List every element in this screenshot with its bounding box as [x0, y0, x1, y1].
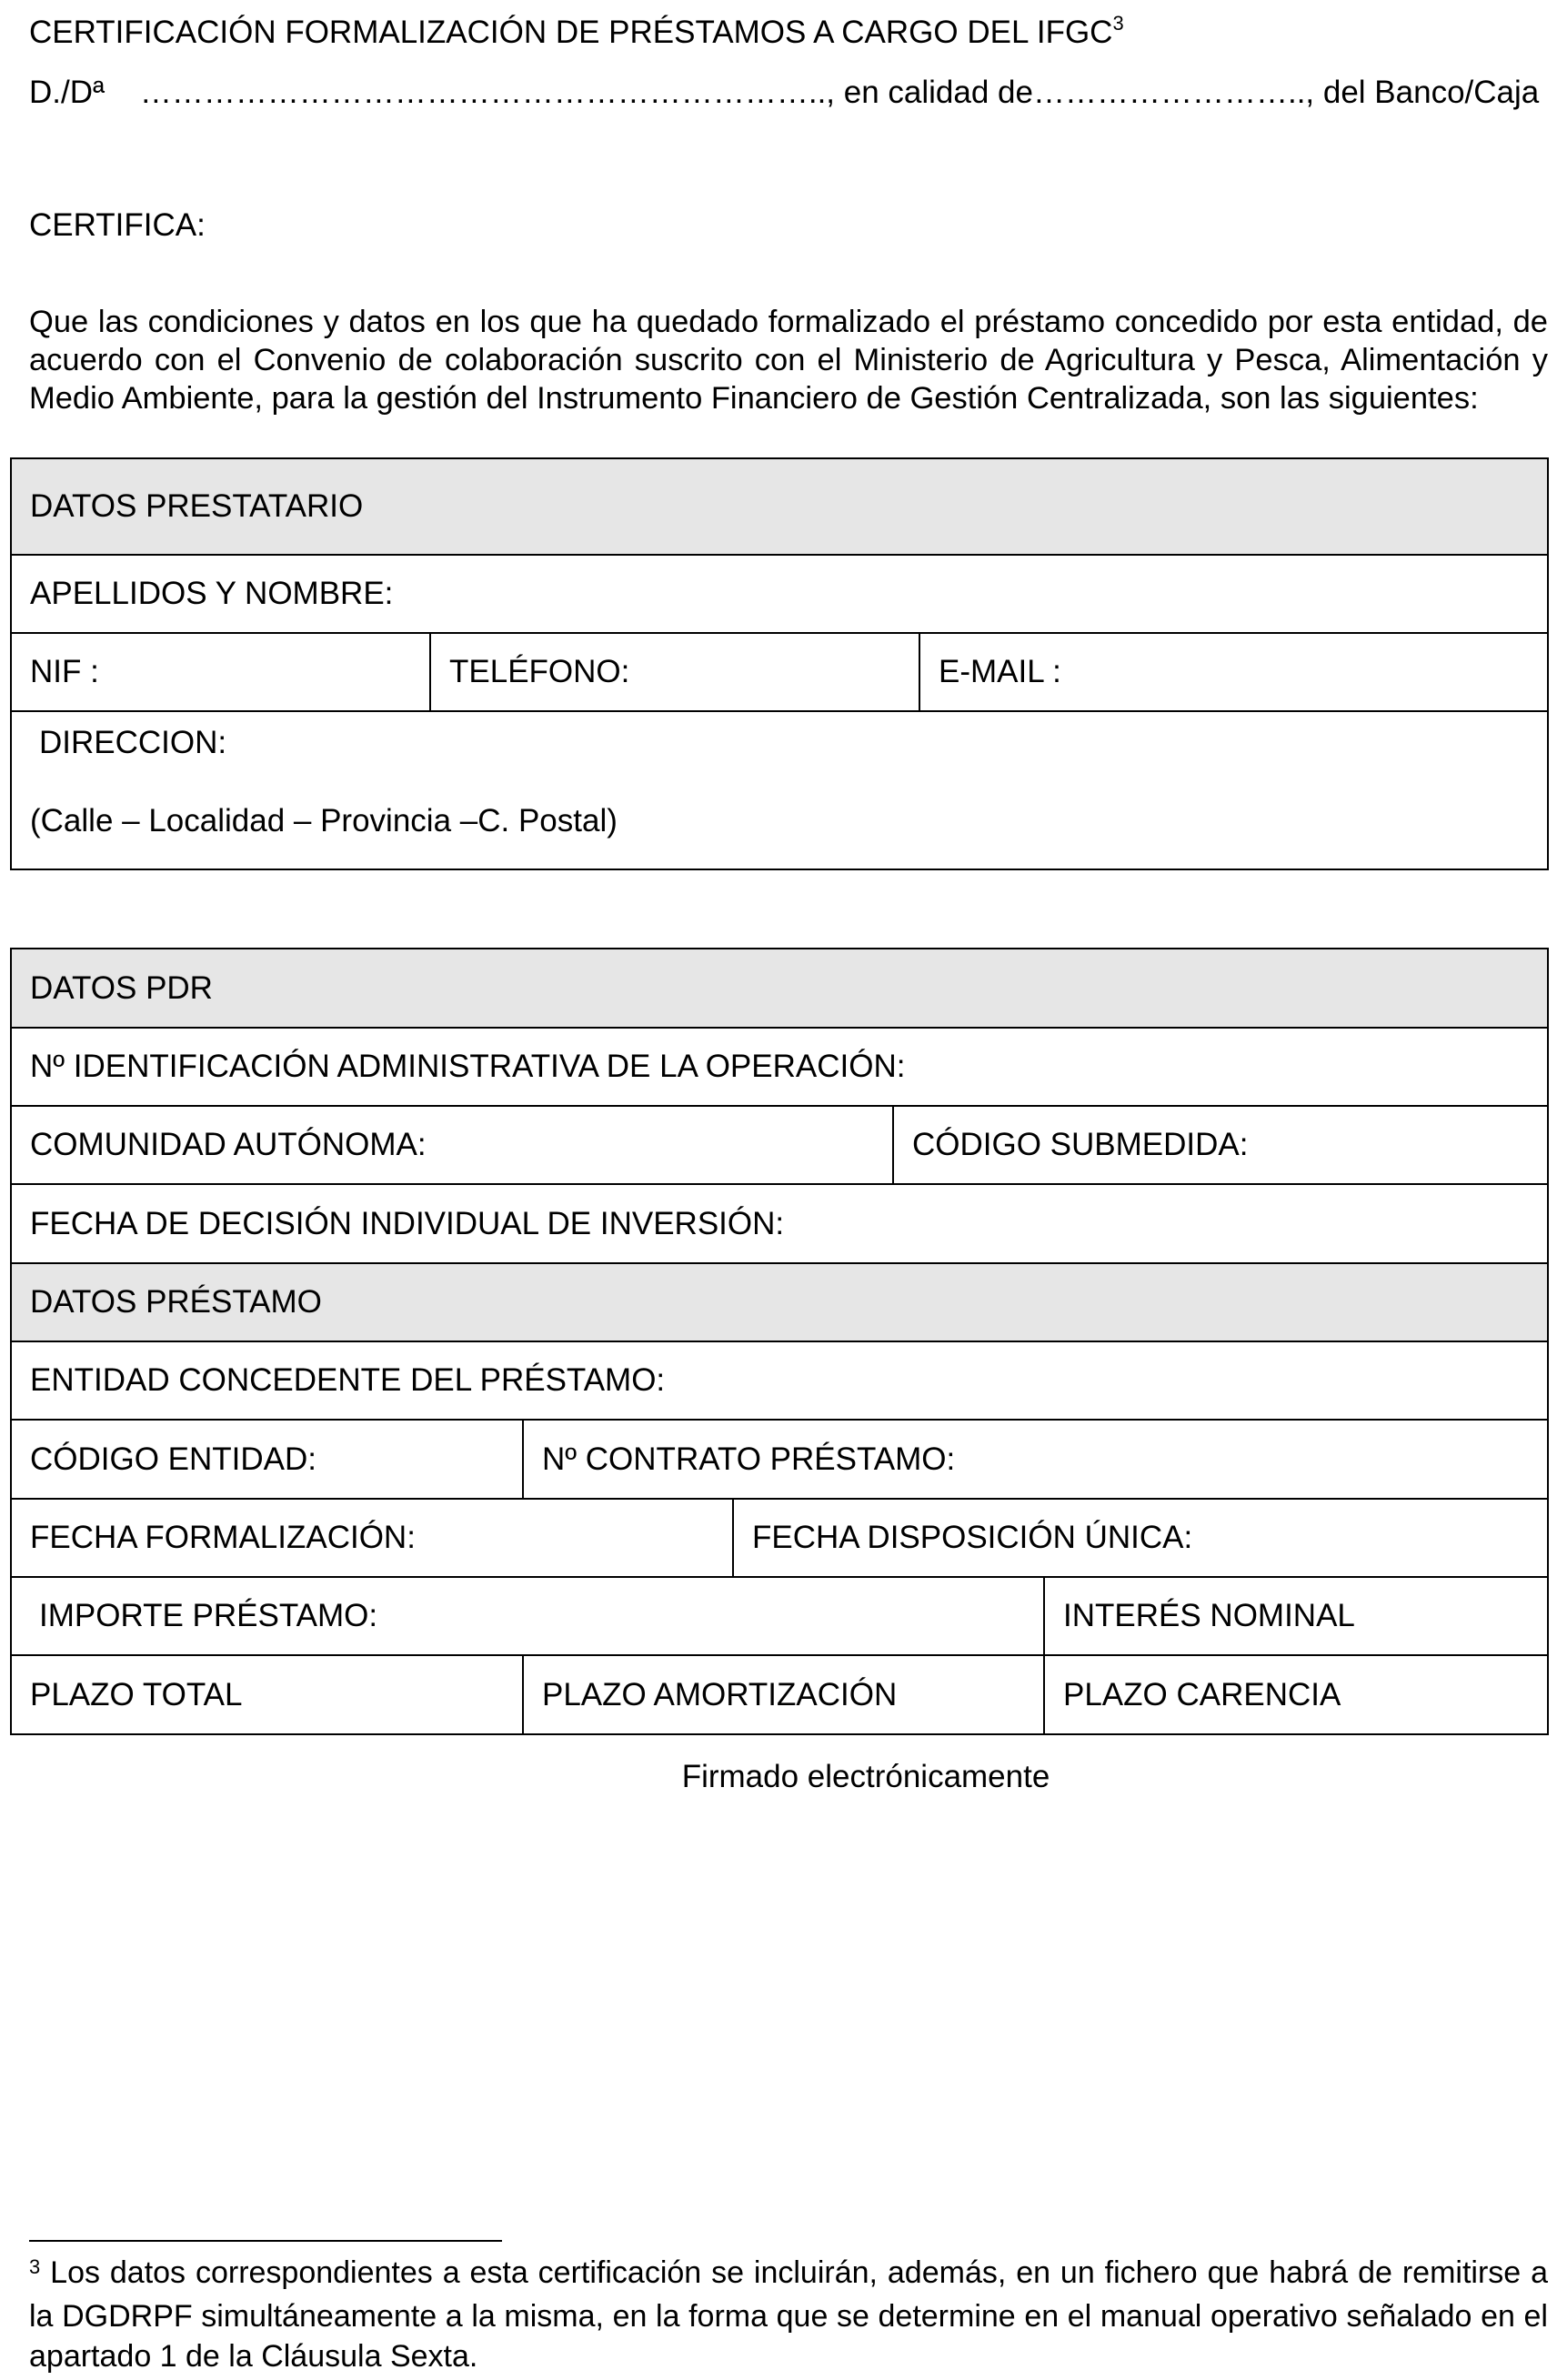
borrower-section-header: DATOS PRESTATARIO: [11, 458, 1548, 555]
single-disbursement-date-field[interactable]: FECHA DISPOSICIÓN ÚNICA:: [733, 1499, 1548, 1577]
entity-code-field[interactable]: CÓDIGO ENTIDAD:: [11, 1420, 523, 1499]
lending-entity-field[interactable]: ENTIDAD CONCEDENTE DEL PRÉSTAMO:: [11, 1341, 1548, 1420]
pdr-section-header: DATOS PDR: [11, 949, 1548, 1028]
footnote-number: 3: [29, 2255, 41, 2278]
phone-field[interactable]: TELÉFONO:: [430, 633, 919, 711]
nif-field[interactable]: NIF :: [11, 633, 430, 711]
footnote-text: Los datos correspondientes a esta certificación se incluirán, además, en un fichero que habrá de remitirse a la DGDRPF simultáneamente a la misma, en la forma que se determine en el manual operativo señalado en el apartado 1 de la Cláusula Sexta.: [29, 2255, 1548, 2374]
nominal-interest-field[interactable]: INTERÉS NOMINAL: [1044, 1577, 1548, 1655]
address-label: DIRECCION:: [39, 725, 227, 760]
total-term-field[interactable]: PLAZO TOTAL: [11, 1655, 523, 1734]
loan-contract-number-field[interactable]: Nº CONTRATO PRÉSTAMO:: [523, 1420, 1548, 1499]
borrower-name-field[interactable]: APELLIDOS Y NOMBRE:: [11, 555, 1548, 633]
footnote: [29, 2253, 1548, 2376]
email-field[interactable]: E-MAIL :: [919, 633, 1548, 711]
document-title: CERTIFICACIÓN FORMALIZACIÓN DE PRÉSTAMOS A CARGO DEL IFGC$^3$: [29, 12, 1124, 50]
autonomous-community-field[interactable]: COMUNIDAD AUTÓNOMA:: [11, 1106, 893, 1184]
amortization-term-field[interactable]: PLAZO AMORTIZACIÓN: [523, 1655, 1044, 1734]
address-field[interactable]: [11, 711, 1548, 869]
signature-note: Firmado electrónicamente: [681, 1759, 1050, 1794]
operation-id-field[interactable]: Nº IDENTIFICACIÓN ADMINISTRATIVA DE LA OPERACIÓN:: [11, 1028, 1548, 1106]
formalization-date-field[interactable]: FECHA FORMALIZACIÓN:: [11, 1499, 733, 1577]
investment-decision-date-field[interactable]: FECHA DE DECISIÓN INDIVIDUAL DE INVERSIÓN:: [11, 1184, 1548, 1263]
loan-amount-field[interactable]: IMPORTE PRÉSTAMO:: [11, 1577, 1044, 1655]
address-hint: (Calle – Localidad – Provincia –C. Postal): [30, 803, 618, 839]
borrower-data-table: [10, 457, 1549, 870]
grace-period-field[interactable]: PLAZO CARENCIA: [1044, 1655, 1548, 1734]
footnote-separator: [29, 2240, 502, 2242]
pdr-loan-data-table: [10, 948, 1549, 1735]
submeasure-code-field[interactable]: CÓDIGO SUBMEDIDA:: [893, 1106, 1548, 1184]
loan-section-header: DATOS PRÉSTAMO: [11, 1263, 1548, 1341]
certification-paragraph: Que las condiciones y datos en los que ha quedado formalizado el préstamo concedido por esta entidad, de acuerdo con el Convenio de colaboración suscrito con el Ministerio de Agricultura y Pesca, Alimentación y Medio Ambiente, para la gestión del Instrumento Financiero de Gestión Centralizada, son las siguientes:: [29, 305, 1548, 416]
certifica-heading: CERTIFICA:: [29, 207, 206, 243]
footnote-reference: 3: [1112, 12, 1124, 35]
intro-line: D./Dª ……………………………………………………….., en calidad de…………………….., del Banco/Caja: [29, 75, 1540, 110]
